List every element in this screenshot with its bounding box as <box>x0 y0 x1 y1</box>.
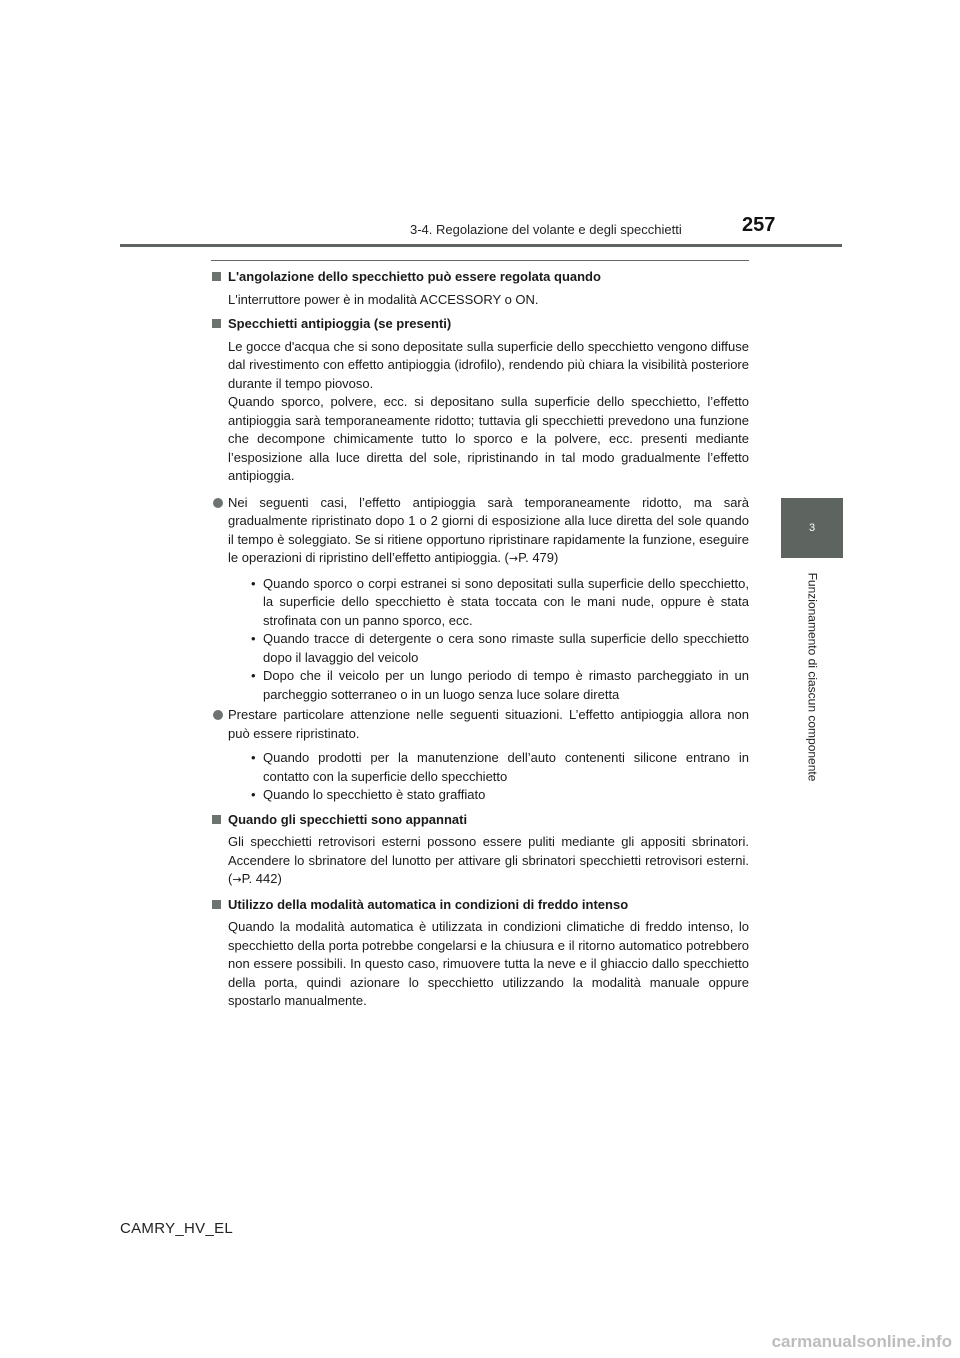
section-body <box>211 833 749 890</box>
list-item: • Quando sporco o corpi estranei si sono depositati sulla superficie dello specchietto, la superficie dello specchietto è stata toccata con le mani nude, oppure è stata strofinata con un panno sporco, ecc. <box>251 575 749 628</box>
list-item: • Quando lo specchietto è stato graffiato <box>251 787 486 802</box>
content-rule <box>211 260 749 261</box>
section-automatic-mode-cold <box>211 896 749 1011</box>
watermark: carmanualsonline.info <box>771 1332 952 1351</box>
list-item: • Quando tracce di detergente o cera sono rimaste sulla superficie dello specchietto dopo il lavaggio del veicolo <box>251 631 749 665</box>
chapter-title: Funzionamento di ciascun componente <box>805 572 820 782</box>
circle-bullet-item: Prestare particolare attenzione nelle seguenti situazioni. L’effetto antipioggia allora non può essere ripristinato. • Quando prodotti per la manutenzione dell’auto contenenti silicone entrano in contatto con la superficie dello specchietto • Quando lo specchietto è stato graffiato <box>211 706 749 805</box>
circle-bullet-item: Nei seguenti casi, l’effetto antipioggia sarà temporaneamente ridotto, ma sarà gradualmente ripristinato dopo 1 o 2 giorni di esposizione alla luce diretta del sole quando il tempo è soleggiato. Se si ritiene opportuno ripristinare rapidamente la funzione, eseguire le operazioni di ripristino dell’effetto antipioggia. (→P. 479) • Quando sporco o corpi estranei si sono depositati sulla superficie dello specchietto, la superficie dello specchietto è stata toccata con le mani nude, oppure è stata strofinata con un panno sporco, ecc. • Quando tracce di detergente o cera sono rimaste sulla superficie dello specchietto dopo il lavaggio del veicolo • Dopo che il veicolo per un lungo periodo di tempo è rimasto parcheggiato in un parcheggio sotterraneo o in un luogo senza luce solare diretta <box>211 494 749 705</box>
arrow-right-icon: → <box>232 873 242 886</box>
chapter-side-label <box>800 564 824 790</box>
section-fogged-mirrors <box>211 811 749 890</box>
paragraph: Gli specchietti retrovisori esterni possono essere puliti mediante gli appositi sbrinatori. Accendere lo sbrinatore del lunotto per attivare gli sbrinatori specchietti retrovisori esterni. (→P. 442) <box>228 834 749 886</box>
page-reference-link[interactable]: P. 442 <box>241 871 278 886</box>
list-item: • Quando prodotti per la manutenzione dell’auto contenenti silicone entrano in contatto con la superficie dello specchietto <box>251 750 749 784</box>
section-title: Quando gli specchietti sono appannati <box>211 811 749 830</box>
paragraph: L'interruttore power è in modalità ACCESSORY o ON. <box>228 291 539 307</box>
section-body <box>211 338 749 486</box>
circle-bullet-icon <box>213 710 223 720</box>
square-bullet-icon <box>212 272 221 281</box>
section-body <box>211 918 749 1011</box>
header-rule <box>120 244 842 247</box>
chapter-number: 3 <box>808 522 816 534</box>
paragraph: Le gocce d'acqua che si sono depositate sulla superficie dello specchietto vengono diffuse dal rivestimento con effetto antipioggia (idrofilo), rendendo più chiara la visibilità posteriore durante il tempo piovoso. <box>228 338 749 391</box>
sub-list <box>228 575 749 705</box>
section-rain-clearing-mirrors <box>211 315 749 805</box>
section-body <box>211 291 749 310</box>
content-body <box>211 268 749 1017</box>
section-title: Utilizzo della modalità automatica in condizioni di freddo intenso <box>211 896 749 915</box>
page-number: 257 <box>742 214 776 236</box>
square-bullet-icon <box>212 815 221 824</box>
section-title: L'angolazione dello specchietto può essere regolata quando <box>211 268 749 287</box>
list-item: • Dopo che il veicolo per un lungo periodo di tempo è rimasto parcheggiato in un parcheggio sotterraneo o in un luogo senza luce solare diretta <box>251 668 749 702</box>
header-section-title: 3-4. Regolazione del volante e degli specchietti <box>410 222 682 237</box>
paragraph: Quando sporco, polvere, ecc. si depositano sulla superficie dello specchietto, l’effetto antipioggia sarà temporaneamente ridotto; tuttavia gli specchietti prevedono una funzione che decompone chimicamente tutto lo sporco e la polvere, ecc. presenti mediante l’esposizione alla luce diretta del sole, ripristinando in tal modo gradualmente l’effetto antipioggia. <box>228 394 749 483</box>
section-mirror-angle <box>211 268 749 309</box>
page-reference-link[interactable]: P. 479 <box>518 550 555 565</box>
circle-bullet-icon <box>213 498 223 508</box>
model-code: CAMRY_HV_EL <box>120 1220 234 1237</box>
chapter-tab[interactable] <box>781 498 843 558</box>
section-title: Specchietti antipioggia (se presenti) <box>211 315 749 334</box>
sub-list <box>228 749 749 805</box>
arrow-right-icon: → <box>508 552 519 565</box>
square-bullet-icon <box>212 900 221 909</box>
paragraph: Quando la modalità automatica è utilizzata in condizioni climatiche di freddo intenso, lo specchietto della porta potrebbe congelarsi e la chiusura e il ritorno automatico potrebbero non essere possibili. In questo caso, rimuovere tutta la neve e il ghiaccio dallo specchietto della porta, quindi azionare lo specchietto utilizzando la modalità manuale oppure spostarlo manualmente. <box>228 919 749 1008</box>
square-bullet-icon <box>212 319 221 328</box>
